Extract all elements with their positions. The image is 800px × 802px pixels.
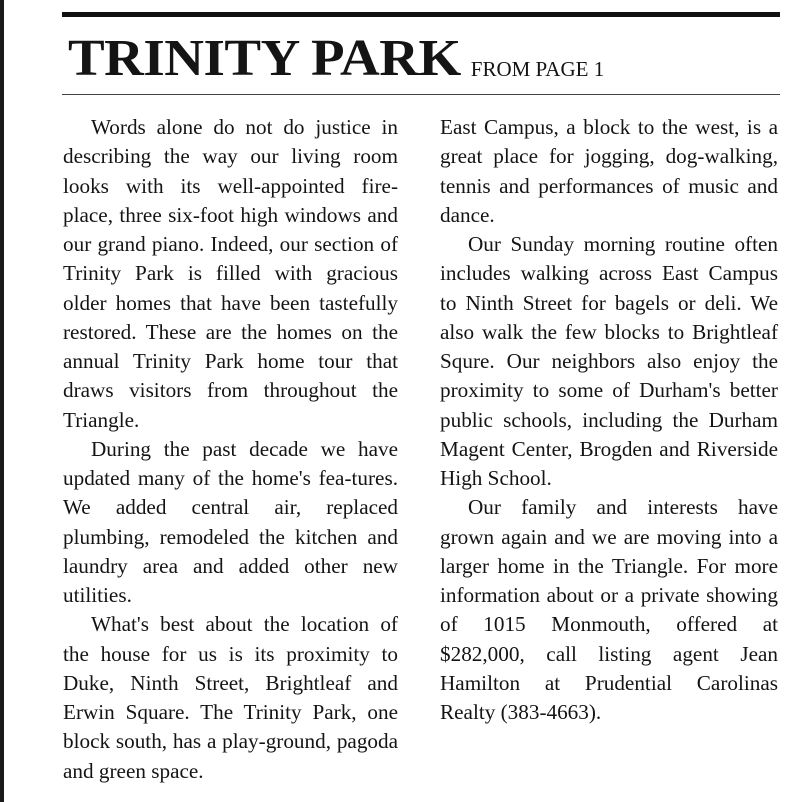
headline-title: TRINITY PARK bbox=[68, 28, 461, 87]
headline-continuation: FROM PAGE 1 bbox=[470, 57, 605, 81]
article-paragraph: Our family and interests have grown again and we are moving into a larger home in the Triangle. For more information about or a private showing of 1015 Monmouth, offered at $282,000, call listing agent Jean Hamilton at Prudential Carolinas Realty (383-4663). bbox=[440, 495, 778, 724]
article-paragraph: East Campus, a block to the west, is a great place for jogging, dog-walking, tennis and performances of music and dance. bbox=[440, 115, 778, 227]
article-paragraph: What's best about the location of the house for us is its proximity to Duke, Ninth Street, Brightleaf and Erwin Square. The Trinity Park, one block south, has a play-ground, pagoda and green space. bbox=[63, 612, 398, 783]
headline-rule bbox=[62, 94, 780, 95]
article-right-column bbox=[440, 113, 778, 727]
article-left-column bbox=[63, 113, 398, 786]
column-divider-rule bbox=[0, 0, 4, 802]
article-paragraph: Words alone do not do justice in describing the way our living room looks with its well-appointed fire-place, three six-foot high windows and our grand piano. Indeed, our section of Trinity Park is filled with gracious older homes that have been tastefully restored. These are the homes on the annual Trinity Park home tour that draws visitors from throughout the Triangle. bbox=[63, 115, 398, 432]
article-paragraph: Our Sunday morning routine often includes walking across East Campus to Ninth Street for bagels or deli. We also walk the few blocks to Brightleaf Squre. Our neighbors also enjoy the proximity to some of Durham's better public schools, including the Durham Magent Center, Brogden and Riverside High School. bbox=[440, 232, 778, 490]
article-paragraph: During the past decade we have updated many of the home's fea-tures. We added central air, replaced plumbing, remodeled the kitchen and laundry area and added other new utilities. bbox=[63, 436, 398, 607]
headline bbox=[68, 26, 604, 89]
top-rule bbox=[62, 12, 780, 17]
